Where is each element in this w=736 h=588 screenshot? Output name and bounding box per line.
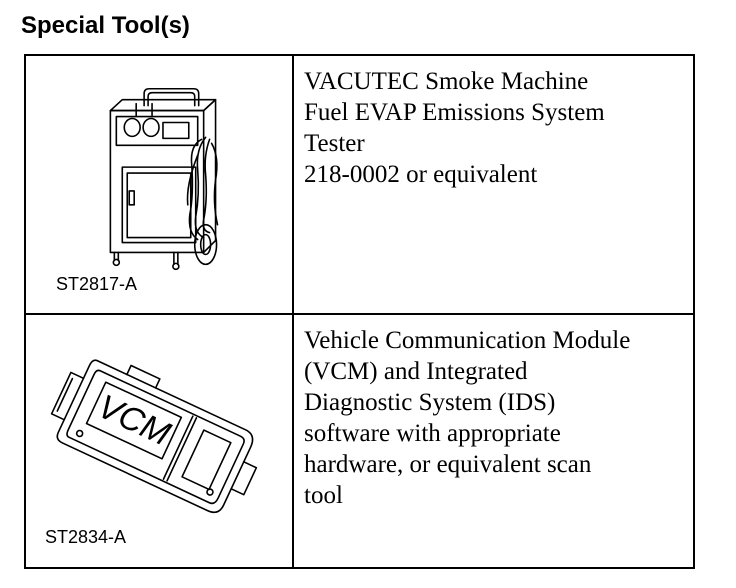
vcm-logo-text: VCM (91, 387, 176, 454)
description-line: (VCM) and Integrated (304, 358, 528, 385)
tool-code: ST2834-A (45, 527, 127, 547)
tool-description (304, 66, 685, 190)
description-line: 218-0002 or equivalent (304, 161, 538, 188)
tool-illustration-cell (25, 314, 293, 568)
page-title: Special Tool(s) (21, 12, 190, 39)
description-line: hardware, or equivalent scan (304, 451, 592, 478)
special-tools-table (24, 54, 695, 569)
tool-description-cell (293, 55, 694, 314)
tool-code: ST2817-A (56, 274, 138, 294)
description-line: Fuel EVAP Emissions System (304, 99, 605, 126)
tool-description-cell (293, 314, 694, 568)
tool-description (304, 325, 685, 511)
description-line: software with appropriate (304, 420, 561, 447)
description-line: VACUTEC Smoke Machine (304, 68, 589, 95)
description-line: tool (304, 482, 343, 509)
table-row (25, 55, 694, 314)
description-line: Tester (304, 130, 365, 157)
description-line: Diagnostic System (IDS) (304, 389, 556, 416)
tool-illustration-cell (25, 55, 293, 314)
table-row (25, 314, 694, 568)
description-line: Vehicle Communication Module (304, 327, 631, 354)
